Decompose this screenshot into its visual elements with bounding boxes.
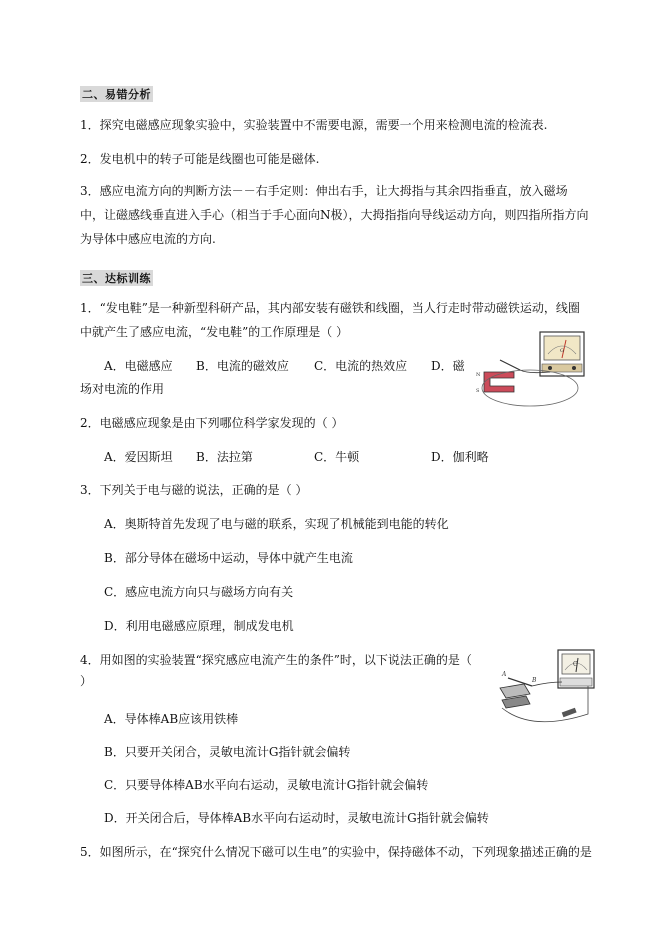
q1-option-d-continued: 场对电流的作用	[80, 382, 165, 396]
q3-option-d: D．利用电磁感应原理，制成发电机	[104, 619, 294, 633]
q3-option-c: C．感应电流方向只与磁场方向有关	[104, 585, 294, 599]
q3-option-a: A．奥斯特首先发现了电与磁的联系，实现了机械能到电能的转化	[104, 517, 449, 531]
section-title-error-analysis: 二、易错分析	[82, 88, 151, 101]
question-5-stem: 5．如图所示，在“探究什么情况下磁可以生电”的实验中，保持磁体不动，下列现象描述正确的是	[80, 845, 592, 859]
q4-option-c: C．只要导体棒AB水平向右运动，灵敏电流计G指针就会偏转	[104, 778, 429, 792]
question-2-stem: 2．电磁感应现象是由下列哪位科学家发现的（ ）	[80, 416, 344, 430]
fig2-label-b: B	[532, 677, 537, 684]
error-point-1: 1．探究电磁感应现象实验中，实验装置中不需要电源，需要一个用来检测电流的检流表.	[80, 118, 548, 132]
fig1-label-s: S	[476, 388, 480, 394]
q3-option-b: B．部分导体在磁场中运动，导体中就产生电流	[104, 551, 353, 565]
section-title-practice: 三、达标训练	[82, 272, 151, 285]
q1-option-d: D．磁	[431, 359, 465, 373]
q4-option-d: D．开关闭合后，导体棒AB水平向右运动时，灵敏电流计G指针就会偏转	[104, 811, 489, 825]
error-point-2: 2．发电机中的转子可能是线圈也可能是磁体.	[80, 152, 320, 166]
figure-2-induction-setup	[492, 648, 598, 728]
question-3-stem: 3．下列关于电与磁的说法，正确的是（ ）	[80, 483, 308, 497]
question-1-stem: 1．“发电鞋”是一种新型科研产品，其内部安装有磁铁和线圈，当人行走时带动磁铁运动，线圈中就产生了感应电流，“发电鞋”的工作原理是（ ）	[80, 301, 580, 339]
q2-option-a: A．爱因斯坦	[104, 450, 173, 464]
fig1-label-g: G	[560, 348, 564, 354]
q1-option-c: C．电流的热效应	[314, 359, 408, 373]
question-4-stem-tail: ）	[80, 674, 93, 688]
fig1-label-n: N	[476, 372, 481, 378]
q1-option-b: B．电流的磁效应	[196, 359, 289, 373]
figure-1-galvanometer-setup	[470, 330, 590, 414]
q1-option-a: A．电磁感应	[104, 359, 173, 373]
q2-option-c: C．牛顿	[314, 450, 360, 464]
q4-option-b: B．只要开关闭合，灵敏电流计G指针就会偏转	[104, 745, 351, 759]
error-point-3: 3．感应电流方向的判断方法－－右手定则：伸出右手，让大拇指与其余四指垂直，放入磁场中，让磁感线垂直进入手心（相当于手心面向N极），大拇指指向导线运动方向，则四指所指方向为导体中感应电流的方向.	[80, 184, 589, 246]
fig2-label-a: A	[502, 671, 507, 678]
q4-option-a: A．导体棒AB应该用铁棒	[104, 712, 239, 726]
question-4-stem: 4．用如图的实验装置“探究感应电流产生的条件”时，以下说法正确的是（	[80, 653, 472, 667]
q2-option-b: B．法拉第	[196, 450, 253, 464]
q2-option-d: D．伽利略	[431, 450, 489, 464]
fig2-label-g: G	[573, 661, 578, 668]
